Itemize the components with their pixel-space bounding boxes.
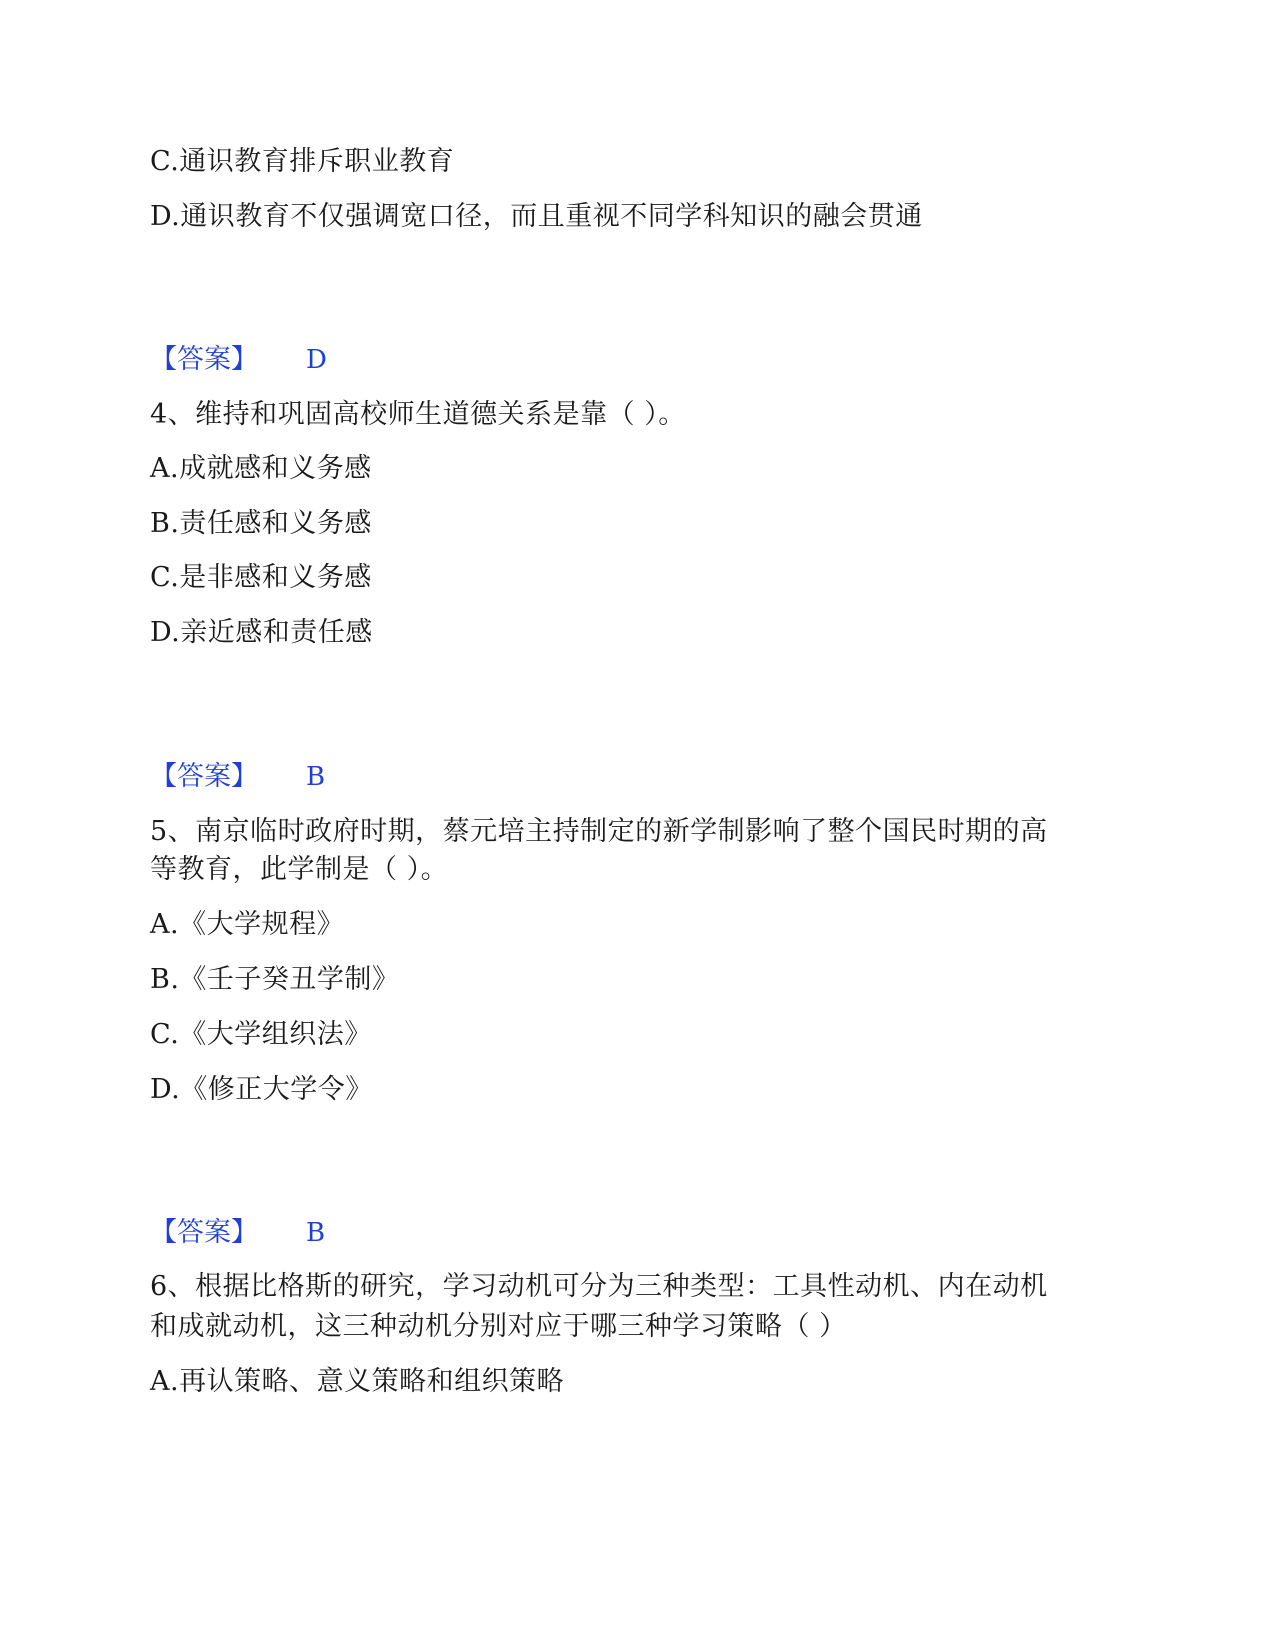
- q3-answer: [150, 340, 327, 380]
- answer-tag: 【答案】: [150, 344, 258, 375]
- q3-option-c: C.通识教育排斥职业教育: [150, 146, 455, 177]
- q6-stem-line2: 和成就动机，这三种动机分别对应于哪三种学习策略（ ）: [150, 1311, 847, 1342]
- q4-option-c: C.是非感和义务感: [150, 562, 372, 593]
- q6-option-a: A.再认策略、意义策略和组织策略: [150, 1366, 565, 1397]
- answer-value: B: [306, 762, 326, 792]
- q6-stem-line1: 6、根据比格斯的研究，学习动机可分为三种类型：工具性动机、内在动机: [150, 1271, 1048, 1302]
- q4-stem: 4、维持和巩固高校师生道德关系是靠（ ）。: [150, 399, 686, 430]
- q4-option-b: B.责任感和义务感: [150, 508, 372, 539]
- q5-option-c: C.《大学组织法》: [150, 1019, 372, 1050]
- q5-option-b: B.《壬子癸丑学制》: [150, 964, 400, 995]
- answer-tag: 【答案】: [150, 761, 258, 792]
- q3-option-d: D.通识教育不仅强调宽口径，而且重视不同学科知识的融会贯通: [150, 201, 923, 232]
- q5-option-a: A.《大学规程》: [150, 909, 345, 940]
- answer-tag: 【答案】: [150, 1217, 258, 1248]
- q5-stem-line2: 等教育，此学制是（ ）。: [150, 854, 449, 885]
- q5-option-d: D.《修正大学令》: [150, 1074, 373, 1105]
- answer-value: B: [306, 1218, 326, 1248]
- q4-answer: [150, 757, 325, 797]
- q5-stem-line1: 5、南京临时政府时期，蔡元培主持制定的新学制影响了整个国民时期的高: [150, 816, 1048, 847]
- q4-option-d: D.亲近感和责任感: [150, 617, 373, 648]
- q5-answer: [150, 1213, 325, 1253]
- q4-option-a: A.成就感和义务感: [150, 453, 372, 484]
- answer-value: D: [306, 345, 327, 375]
